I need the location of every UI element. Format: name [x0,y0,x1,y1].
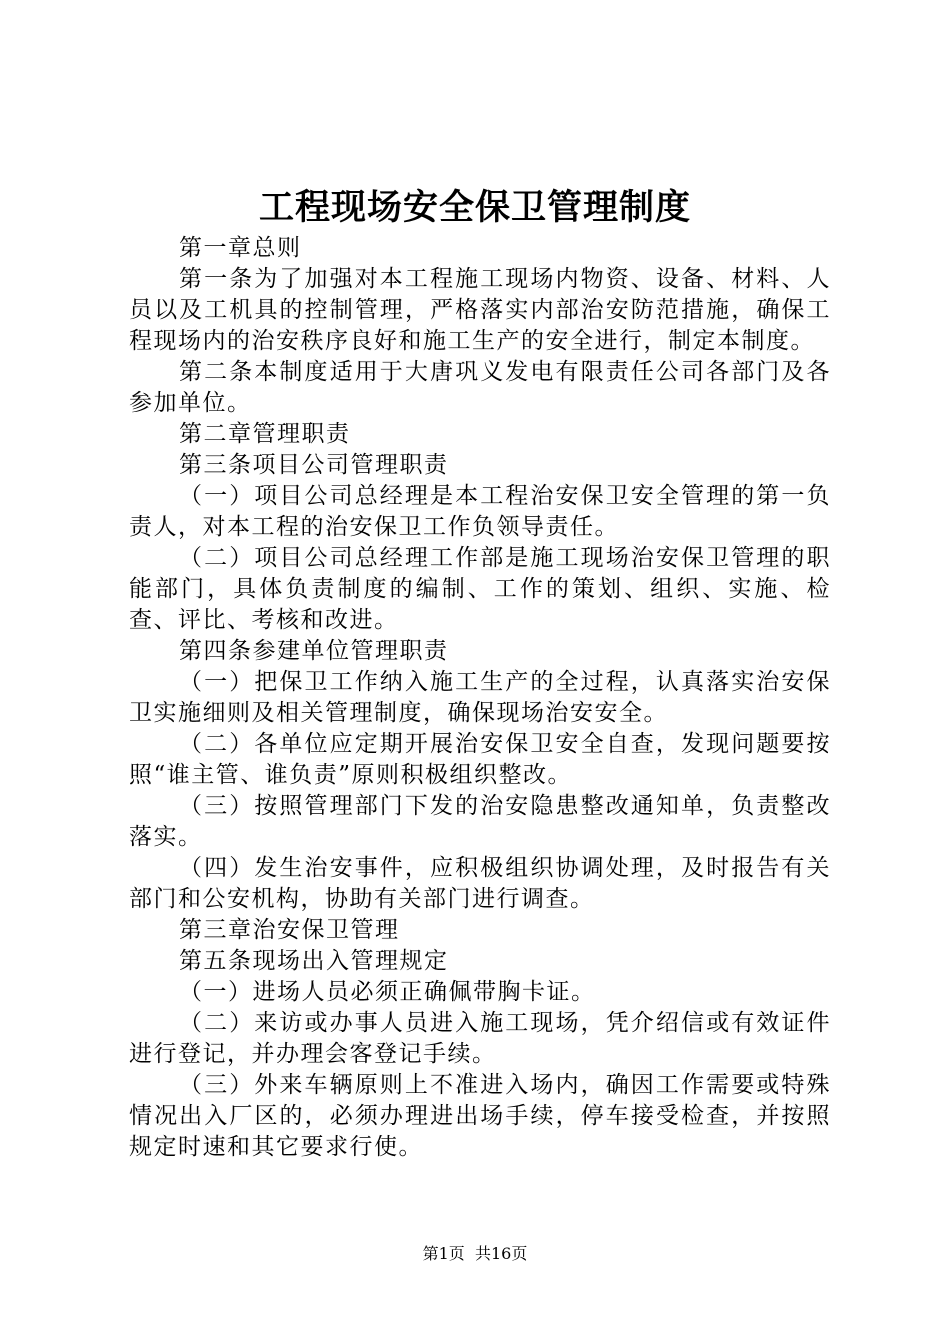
paragraph-article-5-item-2: （二）来访或办事人员进入施工现场，凭介绍信或有效证件进行登记，并办理会客登记手续。 [129,1010,831,1067]
paragraph-chapter-3: 第三章治安保卫管理 [179,917,400,943]
page-number: 第1页 [422,1244,465,1263]
paragraph-article-4-item-4: （四）发生治安事件，应积极组织协调处理，及时报告有关部门和公安机构，协助有关部门进行调查。 [129,855,831,912]
paragraph-article-3-item-1: （一）项目公司总经理是本工程治安保卫安全管理的第一负责人，对本工程的治安保卫工作负领导责任。 [129,483,831,540]
paragraph-article-5: 第五条现场出入管理规定 [179,948,449,974]
paragraph-article-4-item-3: （三）按照管理部门下发的治安隐患整改通知单，负责整改落实。 [129,793,831,850]
page-footer [0,1242,950,1266]
page-total: 共16页 [474,1244,528,1263]
paragraph-article-5-item-1: （一）进场人员必须正确佩带胸卡证。 [179,979,596,1005]
paragraph-article-4-item-1: （一）把保卫工作纳入施工生产的全过程，认真落实治安保卫实施细则及相关管理制度，确保现场治安安全。 [129,669,831,726]
paragraph-article-1: 第一条为了加强对本工程施工现场内物资、设备、材料、人员以及工机具的控制管理，严格落实内部治安防范措施，确保工程现场内的治安秩序良好和施工生产的安全进行，制定本制度。 [129,266,831,354]
paragraph-article-2: 第二条本制度适用于大唐巩义发电有限责任公司各部门及各参加单位。 [129,359,831,416]
paragraph-article-3-item-2: （二）项目公司总经理工作部是施工现场治安保卫管理的职能部门，具体负责制度的编制、工作的策划、组织、实施、检查、评比、考核和改进。 [129,545,831,633]
paragraph-article-4-item-2: （二）各单位应定期开展治安保卫安全自查，发现问题要按照“谁主管、谁负责”原则积极组织整改。 [129,731,831,788]
paragraph-chapter-2: 第二章管理职责 [179,421,351,447]
paragraph-article-5-item-3: （三）外来车辆原则上不准进入场内，确因工作需要或特殊情况出入厂区的，必须办理进出场手续，停车接受检查，并按照规定时速和其它要求行使。 [129,1072,831,1160]
paragraph-article-4: 第四条参建单位管理职责 [179,638,449,664]
paragraph-chapter-1: 第一章总则 [179,235,302,261]
paragraph-article-3: 第三条项目公司管理职责 [179,452,449,478]
document-title: 工程现场安全保卫管理制度 [258,187,691,228]
document-body [129,233,831,1163]
